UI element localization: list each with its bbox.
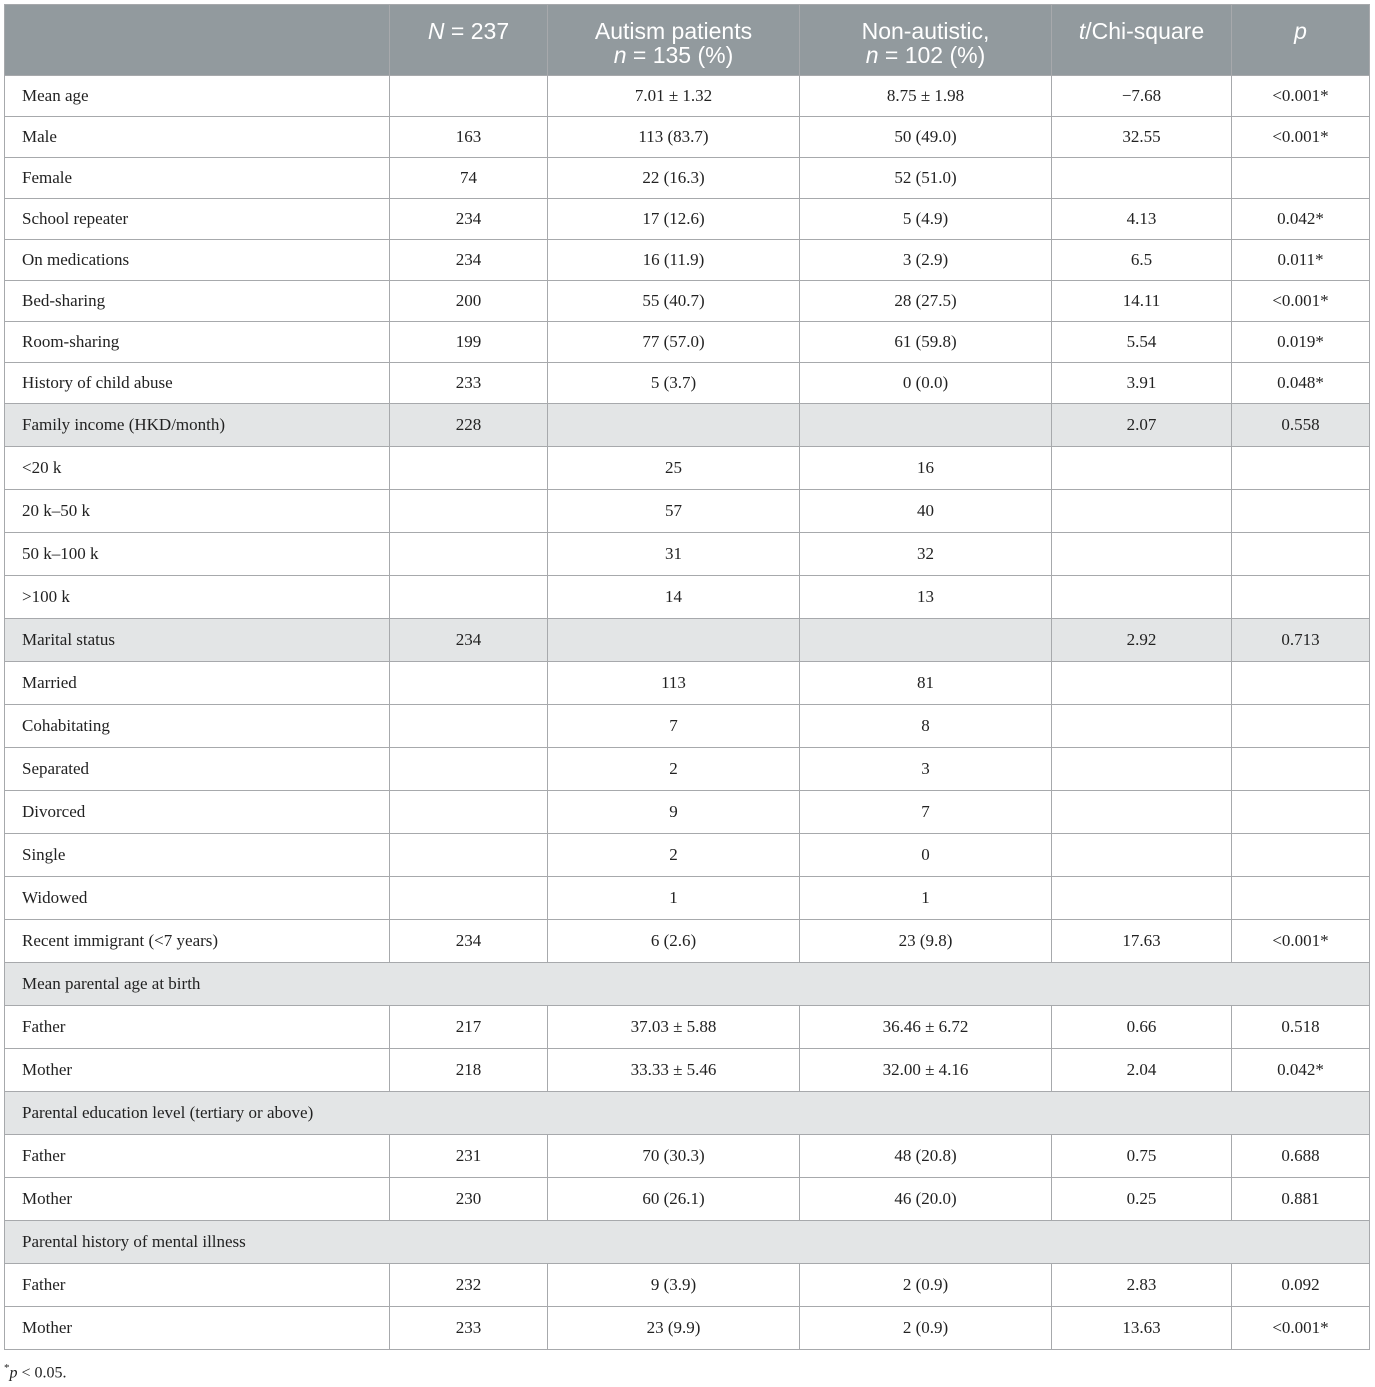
cell-autism: 77 (57.0) — [548, 322, 800, 363]
cell-autism: 7.01 ± 1.32 — [548, 76, 800, 117]
cell-test-statistic — [1052, 447, 1232, 490]
header-p-value: p — [1232, 5, 1370, 76]
cell-non-autistic: 0 (0.0) — [800, 363, 1052, 404]
cell-non-autistic: 23 (9.8) — [800, 920, 1052, 963]
cell-total-n: 218 — [390, 1049, 548, 1092]
section-label: Parental history of mental illness — [5, 1221, 1370, 1264]
cell-test-statistic: 17.63 — [1052, 920, 1232, 963]
cell-p-value — [1232, 490, 1370, 533]
row-label: 20 k–50 k — [5, 490, 390, 533]
row-label: Father — [5, 1135, 390, 1178]
table-row — [5, 240, 1370, 281]
table-row — [5, 1178, 1370, 1221]
table-row — [5, 1135, 1370, 1178]
row-label: Separated — [5, 748, 390, 791]
cell-test-statistic: 2.92 — [1052, 619, 1232, 662]
cell-total-n — [390, 662, 548, 705]
table-row — [5, 117, 1370, 158]
section-label: Parental education level (tertiary or above) — [5, 1092, 1370, 1135]
row-label: Bed-sharing — [5, 281, 390, 322]
cell-non-autistic: 52 (51.0) — [800, 158, 1052, 199]
cell-test-statistic: 14.11 — [1052, 281, 1232, 322]
cell-test-statistic — [1052, 705, 1232, 748]
cell-autism: 14 — [548, 576, 800, 619]
cell-total-n: 234 — [390, 240, 548, 281]
cell-non-autistic: 32 — [800, 533, 1052, 576]
table-row — [5, 920, 1370, 963]
cell-p-value — [1232, 748, 1370, 791]
section-header-row — [5, 404, 1370, 447]
cell-p-value — [1232, 705, 1370, 748]
cell-test-statistic: 6.5 — [1052, 240, 1232, 281]
row-label: 50 k–100 k — [5, 533, 390, 576]
cell-p-value — [1232, 662, 1370, 705]
table-row — [5, 363, 1370, 404]
cell-total-n — [390, 447, 548, 490]
section-header-row — [5, 1092, 1370, 1135]
cell-autism: 9 — [548, 791, 800, 834]
cell-autism: 113 (83.7) — [548, 117, 800, 158]
cell-total-n: 199 — [390, 322, 548, 363]
cell-test-statistic — [1052, 533, 1232, 576]
cell-p-value: 0.011* — [1232, 240, 1370, 281]
cell-autism: 6 (2.6) — [548, 920, 800, 963]
section-label: Marital status — [5, 619, 390, 662]
row-label: Room-sharing — [5, 322, 390, 363]
cell-p-value: 0.048* — [1232, 363, 1370, 404]
cell-non-autistic: 2 (0.9) — [800, 1264, 1052, 1307]
cell-non-autistic: 28 (27.5) — [800, 281, 1052, 322]
cell-non-autistic: 46 (20.0) — [800, 1178, 1052, 1221]
cell-autism: 2 — [548, 748, 800, 791]
table-body — [5, 76, 1370, 1350]
cell-total-n: 230 — [390, 1178, 548, 1221]
cell-autism: 5 (3.7) — [548, 363, 800, 404]
cell-p-value — [1232, 834, 1370, 877]
cell-test-statistic: −7.68 — [1052, 76, 1232, 117]
cell-non-autistic: 40 — [800, 490, 1052, 533]
cell-p-value: 0.042* — [1232, 1049, 1370, 1092]
cell-test-statistic — [1052, 662, 1232, 705]
header-non-autistic: Non-autistic, n = 102 (%) — [800, 5, 1052, 76]
cell-test-statistic: 0.25 — [1052, 1178, 1232, 1221]
cell-autism: 9 (3.9) — [548, 1264, 800, 1307]
cell-test-statistic — [1052, 748, 1232, 791]
cell-total-n — [390, 791, 548, 834]
row-label: Cohabitating — [5, 705, 390, 748]
cell-test-statistic — [1052, 791, 1232, 834]
cell-p-value: <0.001* — [1232, 76, 1370, 117]
table-row — [5, 76, 1370, 117]
row-label: Divorced — [5, 791, 390, 834]
demographics-table — [4, 4, 1370, 1350]
cell-p-value — [1232, 533, 1370, 576]
cell-p-value: 0.042* — [1232, 199, 1370, 240]
row-label: <20 k — [5, 447, 390, 490]
cell-autism: 1 — [548, 877, 800, 920]
cell-autism: 60 (26.1) — [548, 1178, 800, 1221]
cell-total-n — [390, 834, 548, 877]
header-autism: Autism patients n = 135 (%) — [548, 5, 800, 76]
header-total-n: N = 237 — [390, 5, 548, 76]
header-test-statistic: t/Chi-square — [1052, 5, 1232, 76]
cell-non-autistic: 5 (4.9) — [800, 199, 1052, 240]
cell-non-autistic: 13 — [800, 576, 1052, 619]
cell-non-autistic: 81 — [800, 662, 1052, 705]
cell-autism — [548, 619, 800, 662]
cell-total-n: 200 — [390, 281, 548, 322]
cell-non-autistic: 16 — [800, 447, 1052, 490]
cell-non-autistic: 32.00 ± 4.16 — [800, 1049, 1052, 1092]
cell-autism: 16 (11.9) — [548, 240, 800, 281]
section-header-row — [5, 963, 1370, 1006]
cell-test-statistic: 0.66 — [1052, 1006, 1232, 1049]
cell-test-statistic — [1052, 834, 1232, 877]
cell-autism: 2 — [548, 834, 800, 877]
cell-p-value: <0.001* — [1232, 1307, 1370, 1350]
footnote: *p < 0.05. — [4, 1362, 67, 1382]
table-row — [5, 1049, 1370, 1092]
table-row — [5, 748, 1370, 791]
table-row — [5, 199, 1370, 240]
row-label: Mother — [5, 1307, 390, 1350]
cell-autism: 7 — [548, 705, 800, 748]
cell-total-n: 233 — [390, 1307, 548, 1350]
cell-total-n: 234 — [390, 619, 548, 662]
cell-p-value — [1232, 791, 1370, 834]
row-label: Male — [5, 117, 390, 158]
table-row — [5, 576, 1370, 619]
cell-p-value: <0.001* — [1232, 281, 1370, 322]
cell-p-value: 0.092 — [1232, 1264, 1370, 1307]
cell-test-statistic: 32.55 — [1052, 117, 1232, 158]
cell-p-value — [1232, 877, 1370, 920]
row-label: Mean age — [5, 76, 390, 117]
row-label: Female — [5, 158, 390, 199]
table-row — [5, 533, 1370, 576]
row-label: Mother — [5, 1178, 390, 1221]
cell-autism: 113 — [548, 662, 800, 705]
cell-total-n: 234 — [390, 920, 548, 963]
cell-non-autistic: 50 (49.0) — [800, 117, 1052, 158]
cell-total-n — [390, 533, 548, 576]
cell-test-statistic: 4.13 — [1052, 199, 1232, 240]
cell-autism: 23 (9.9) — [548, 1307, 800, 1350]
cell-p-value: <0.001* — [1232, 920, 1370, 963]
cell-autism: 37.03 ± 5.88 — [548, 1006, 800, 1049]
cell-non-autistic: 2 (0.9) — [800, 1307, 1052, 1350]
cell-total-n — [390, 877, 548, 920]
cell-non-autistic: 8 — [800, 705, 1052, 748]
cell-autism — [548, 404, 800, 447]
cell-test-statistic — [1052, 490, 1232, 533]
row-label: Father — [5, 1006, 390, 1049]
cell-autism: 31 — [548, 533, 800, 576]
row-label: Recent immigrant (<7 years) — [5, 920, 390, 963]
cell-non-autistic: 1 — [800, 877, 1052, 920]
cell-p-value: 0.688 — [1232, 1135, 1370, 1178]
row-label: Father — [5, 1264, 390, 1307]
section-header-row — [5, 619, 1370, 662]
header-label-cell — [5, 5, 390, 76]
cell-total-n: 234 — [390, 199, 548, 240]
cell-total-n: 232 — [390, 1264, 548, 1307]
cell-autism: 25 — [548, 447, 800, 490]
table-row — [5, 877, 1370, 920]
section-label: Mean parental age at birth — [5, 963, 1370, 1006]
row-label: History of child abuse — [5, 363, 390, 404]
cell-non-autistic — [800, 619, 1052, 662]
cell-autism: 70 (30.3) — [548, 1135, 800, 1178]
table-row — [5, 705, 1370, 748]
section-label: Family income (HKD/month) — [5, 404, 390, 447]
table-row — [5, 662, 1370, 705]
cell-total-n: 217 — [390, 1006, 548, 1049]
section-header-row — [5, 1221, 1370, 1264]
cell-test-statistic: 2.07 — [1052, 404, 1232, 447]
cell-non-autistic: 7 — [800, 791, 1052, 834]
table-row — [5, 158, 1370, 199]
cell-autism: 22 (16.3) — [548, 158, 800, 199]
cell-total-n: 228 — [390, 404, 548, 447]
cell-p-value: 0.713 — [1232, 619, 1370, 662]
cell-total-n: 74 — [390, 158, 548, 199]
row-label: School repeater — [5, 199, 390, 240]
cell-total-n: 231 — [390, 1135, 548, 1178]
cell-autism: 57 — [548, 490, 800, 533]
cell-test-statistic: 3.91 — [1052, 363, 1232, 404]
cell-p-value: 0.558 — [1232, 404, 1370, 447]
row-label: Mother — [5, 1049, 390, 1092]
table-row — [5, 490, 1370, 533]
table-row — [5, 322, 1370, 363]
cell-total-n — [390, 76, 548, 117]
cell-non-autistic: 3 — [800, 748, 1052, 791]
cell-non-autistic: 48 (20.8) — [800, 1135, 1052, 1178]
row-label: On medications — [5, 240, 390, 281]
cell-non-autistic: 0 — [800, 834, 1052, 877]
table-row — [5, 834, 1370, 877]
cell-autism: 17 (12.6) — [548, 199, 800, 240]
cell-test-statistic: 5.54 — [1052, 322, 1232, 363]
row-label: Widowed — [5, 877, 390, 920]
table-row — [5, 1264, 1370, 1307]
cell-p-value — [1232, 576, 1370, 619]
cell-total-n: 163 — [390, 117, 548, 158]
table-row — [5, 1006, 1370, 1049]
cell-non-autistic: 36.46 ± 6.72 — [800, 1006, 1052, 1049]
cell-test-statistic — [1052, 158, 1232, 199]
cell-p-value: 0.881 — [1232, 1178, 1370, 1221]
table-row — [5, 281, 1370, 322]
cell-non-autistic: 8.75 ± 1.98 — [800, 76, 1052, 117]
table-row — [5, 1307, 1370, 1350]
cell-p-value — [1232, 447, 1370, 490]
cell-p-value: <0.001* — [1232, 117, 1370, 158]
row-label: Single — [5, 834, 390, 877]
cell-test-statistic: 2.04 — [1052, 1049, 1232, 1092]
cell-non-autistic — [800, 404, 1052, 447]
row-label: >100 k — [5, 576, 390, 619]
cell-test-statistic: 0.75 — [1052, 1135, 1232, 1178]
row-label: Married — [5, 662, 390, 705]
cell-p-value: 0.019* — [1232, 322, 1370, 363]
cell-test-statistic: 13.63 — [1052, 1307, 1232, 1350]
cell-total-n — [390, 490, 548, 533]
cell-test-statistic — [1052, 576, 1232, 619]
cell-test-statistic: 2.83 — [1052, 1264, 1232, 1307]
cell-autism: 55 (40.7) — [548, 281, 800, 322]
cell-test-statistic — [1052, 877, 1232, 920]
table-row — [5, 447, 1370, 490]
table-row — [5, 791, 1370, 834]
cell-total-n — [390, 748, 548, 791]
header-row — [5, 5, 1370, 76]
cell-total-n — [390, 705, 548, 748]
cell-total-n: 233 — [390, 363, 548, 404]
cell-autism: 33.33 ± 5.46 — [548, 1049, 800, 1092]
cell-non-autistic: 3 (2.9) — [800, 240, 1052, 281]
cell-p-value: 0.518 — [1232, 1006, 1370, 1049]
cell-total-n — [390, 576, 548, 619]
cell-p-value — [1232, 158, 1370, 199]
cell-non-autistic: 61 (59.8) — [800, 322, 1052, 363]
